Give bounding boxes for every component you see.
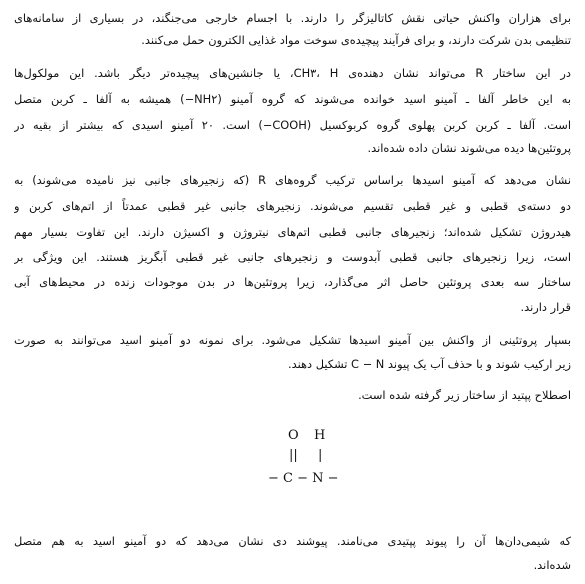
text-line: شده‌اند. [533, 558, 571, 572]
text-line: هیدروژن تشکیل شده‌اند؛ زنجیرهای جانبی قطبی اتم‌های نیتروژن و اکسیژن دارند. این تفاوت بسیار مهم [14, 225, 571, 239]
text-line: تنظیمی بدن شرکت دارند، و برای فرآیند پیچیده‌ی سوخت مواد غذایی الکترون حمل می‌کنند. [141, 33, 571, 47]
text-line: است، زیرا زنجیرهای جانبی قطبی آبدوست و زنجیرهای جانبی غیر قطبی آبگریز هستند. این ویژگی بر [14, 250, 571, 264]
text-line: برای هزاران واکنش حیاتی نقش کاتالیزگر را دارند. با اجسام خارجی می‌جنگند، در بسیاری از سامانه‌های [14, 11, 571, 25]
text-line: اصطلاح پپتید از ساختار زیر گرفته شده است. [358, 388, 571, 402]
text-line: ساختار سه بعدی پروتئین حاصل اثر می‌گذارد، زیرا پروتئین‌ها در بدن موجودات زنده در محیط‌های آبی [14, 275, 571, 289]
text-line: است. آلفا ـ کربن کربن پهلوی گروه کربوکسیل (COOH−) است. ۲۰ آمینو اسیدی که بیشتر از بقیه در [14, 118, 571, 132]
text-line: نشان می‌دهد که آمینو اسیدها براساس ترکیب گروه‌های R (که زنجیرهای جانبی نیز نامیده می‌شوند) به [14, 173, 571, 187]
text-line: در این ساختار R می‌تواند نشان دهنده‌ی CH۳، H، یا جانشین‌های پیچیده‌تر دیگر باشد. این مولکول‌ها [14, 66, 571, 80]
oxygen-atom: O [288, 428, 299, 443]
single-bond: | [318, 448, 323, 463]
text-line: پروتئین‌ها دیده می‌شوند نشان داده شده‌اند. [367, 141, 571, 155]
text-line: قرار دارند. [520, 300, 571, 314]
text-line: زیر ارکیب شوند و با حذف آب یک پیوند C − N تشکیل دهند. [287, 357, 571, 371]
hydrogen-atom: H [314, 428, 326, 443]
text-line: دو دسته‌ی قطبی و غیر قطبی تقسیم می‌شوند. زنجیرهای جانبی غیر قطبی عمدتاً از اتم‌های کربن و [14, 199, 571, 213]
c-n-chain: − C − N − [268, 471, 339, 486]
peptide-bond-formula [266, 428, 356, 498]
double-bond: || [289, 448, 298, 463]
text-line: به این خاطر آلفا ـ آمینو اسید خوانده می‌شوند که گروه آمینو (NH۲−) همیشه به آلفا ـ کربن متصل [14, 92, 571, 106]
text-line: که شیمی‌دان‌ها آن را پیوند پپتیدی می‌نامند. پیوشند دی نشان می‌دهد که دو آمینو اسید به هم متصل [14, 534, 571, 548]
text-line: بسپار پروتئینی از واکنش بین آمینو اسیدها تشکیل می‌شود. برای نمونه دو آمینو اسید می‌توانند به صورت [14, 333, 571, 347]
